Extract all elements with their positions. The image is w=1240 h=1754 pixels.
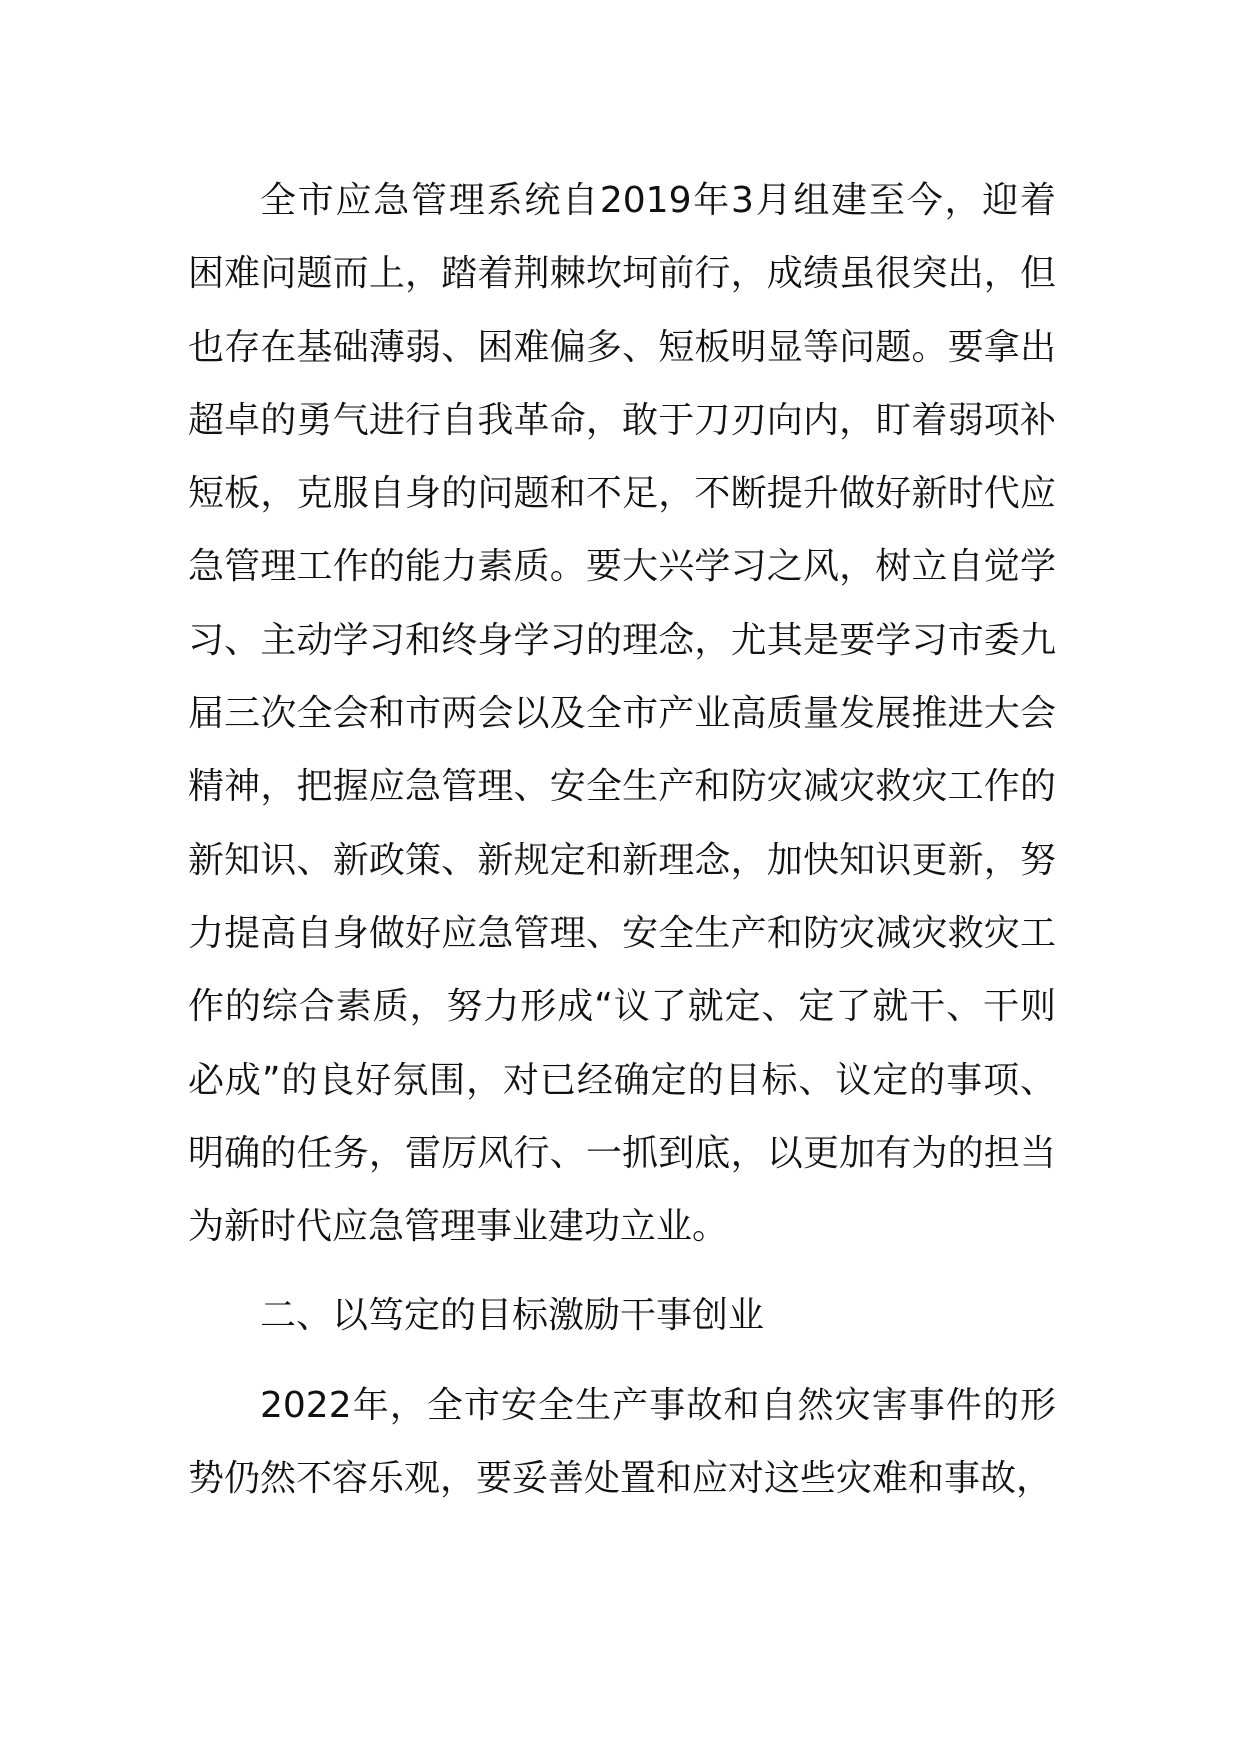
document-body xyxy=(188,164,1056,1515)
body-paragraph-continued: 2022年，全市安全生产事故和自然灾害事件的形势仍然不容乐观，要妥善处置和应对这些灾难和事故， xyxy=(188,1384,1056,1500)
section-heading: 二、以笃定的目标激励干事创业 xyxy=(260,1295,765,1337)
body-paragraph: 全市应急管理系统自2019年3月组建至今，迎着困难问题而上，踏着荆棘坎坷前行，成绩虽很突出，但也存在基础薄弱、困难偏多、短板明显等问题。要拿出超卓的勇气进行自我革命，敢于刀刃向内，盯着弱项补短板，克服自身的问题和不足，不断提升做好新时代应急管理工作的能力素质。要大兴学习之风，树立自觉学习、主动学习和终身学习的理念，尤其是要学习市委九届三次全会和市两会以及全市产业高质量发展推进大会精神，把握应急管理、安全生产和防灾减灾救灾工作的新知识、新政策、新规定和新理念，加快知识更新，努力提高自身做好应急管理、安全生产和防灾减灾救灾工作的综合素质，努力形成“议了就定、定了就干、干则必成”的良好氛围，对已经确定的目标、议定的事项、明确的任务，雷厉风行、一抓到底，以更加有为的担当为新时代应急管理事业建功立业。 xyxy=(188,180,1056,1248)
